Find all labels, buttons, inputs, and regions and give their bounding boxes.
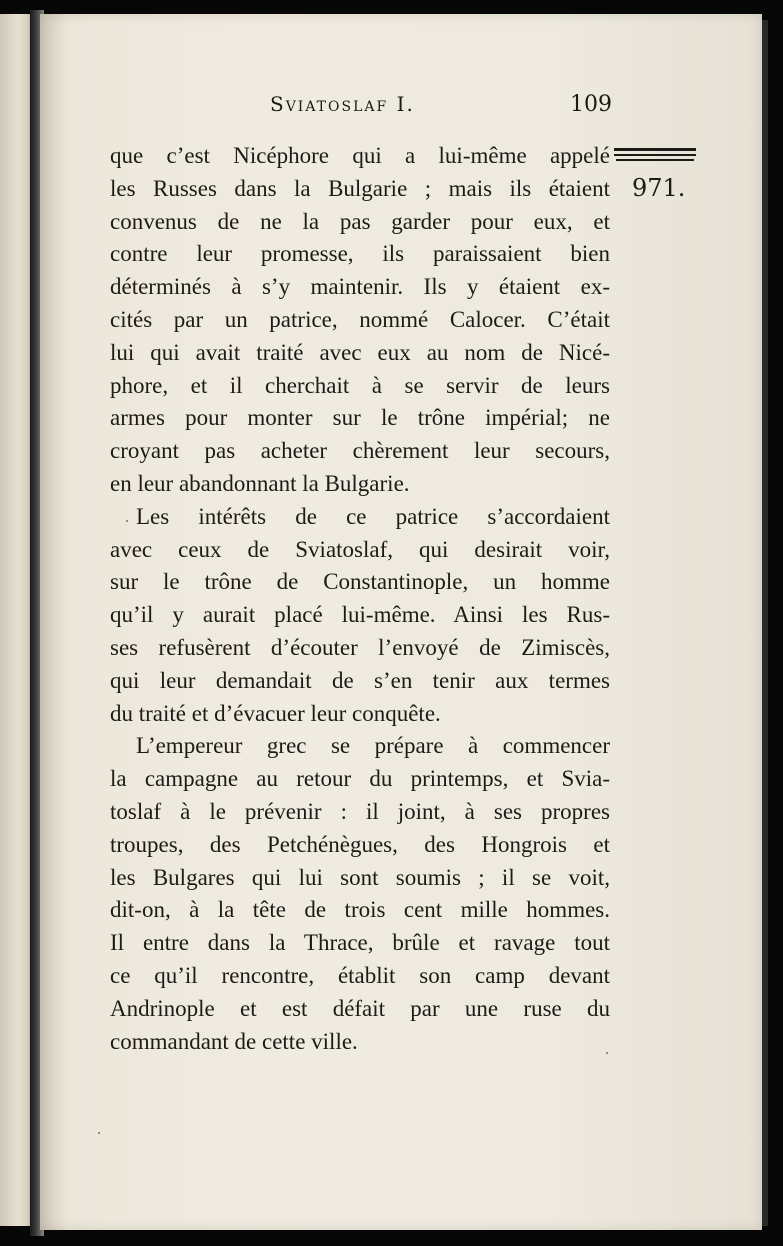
text-line: lui qui avait traité avec eux au nom de Nicé- <box>110 339 610 365</box>
margin-rule <box>614 148 696 151</box>
margin-rule <box>614 154 696 156</box>
margin-rule <box>616 159 694 161</box>
text-line: cités par un patrice, nommé Calocer. C’était <box>110 306 610 332</box>
paper-fleck <box>606 1052 608 1054</box>
text-line: avec ceux de Sviatoslaf, qui desirait voir, <box>110 536 610 562</box>
text-line: contre leur promesse, ils paraissaient bien <box>110 241 610 267</box>
text-line: ses refusèrent d’écouter l’envoyé de Zimiscès, <box>110 634 610 660</box>
text-line: commandant de cette ville. <box>110 1028 358 1054</box>
text-line: convenus de ne la pas garder pour eux, et <box>110 208 610 234</box>
text-line: troupes, des Petchénègues, des Hongrois et <box>110 831 610 857</box>
margin-year: 971. <box>632 174 686 202</box>
text-line: déterminés à s’y maintenir. Ils y étaient ex- <box>110 274 610 300</box>
body-text <box>110 140 610 1058</box>
text-line: sur le trône de Constantinople, un homme <box>110 569 610 595</box>
page-right-edge <box>762 20 768 1226</box>
paper-fleck <box>126 520 128 522</box>
text-line: ce qu’il rencontre, établit son camp devant <box>110 962 610 988</box>
text-line: toslaf à le prévenir : il joint, à ses propres <box>110 798 610 824</box>
paper-fleck <box>98 1132 100 1134</box>
text-line: armes pour monter sur le trône impérial; ne <box>110 405 610 431</box>
text-line: les Russes dans la Bulgarie ; mais ils étaient <box>110 175 610 201</box>
text-line: les Bulgares qui lui sont soumis ; il se voit, <box>110 864 610 890</box>
text-line: L’empereur grec se prépare à commencer <box>136 733 610 759</box>
text-line: Les intérêts de ce patrice s’accordaient <box>136 503 610 529</box>
text-line: en leur abandonnant la Bulgarie. <box>110 470 410 496</box>
text-line: la campagne au retour du printemps, et Svia- <box>110 766 610 792</box>
text-line: phore, et il cherchait à se servir de leurs <box>110 372 610 398</box>
previous-page-edge <box>0 14 34 1226</box>
page-number: 109 <box>570 92 612 117</box>
text-line: du traité et d’évacuer leur conquête. <box>110 700 441 726</box>
text-line: croyant pas acheter chèrement leur secours, <box>110 438 610 464</box>
text-line: qu’il y aurait placé lui-même. Ainsi les Rus- <box>110 602 610 628</box>
text-line: que c’est Nicéphore qui a lui-même appelé <box>110 143 610 168</box>
text-line: Andrinople et est défait par une ruse du <box>110 995 610 1021</box>
running-title: Sviatoslaf I. <box>270 92 415 116</box>
text-line: Il entre dans la Thrace, brûle et ravage tout <box>110 930 610 956</box>
text-line: qui leur demandait de s’en tenir aux termes <box>110 667 610 693</box>
text-line: dit-on, à la tête de trois cent mille hommes. <box>110 897 610 923</box>
